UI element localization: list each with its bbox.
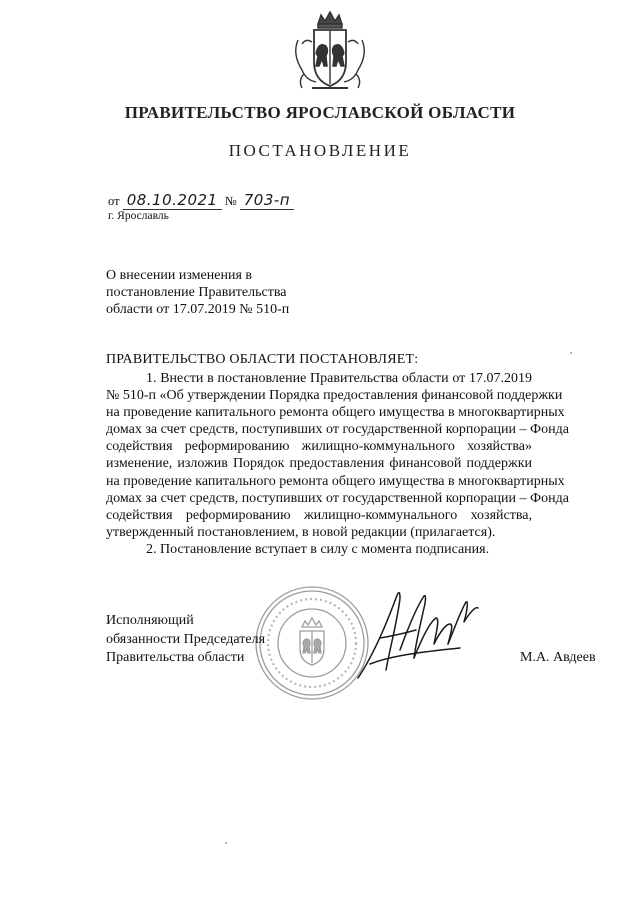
coat-of-arms-icon [288,10,372,96]
document-date-number [108,191,294,209]
government-title: ПРАВИТЕЛЬСТВО ЯРОСЛАВСКОЙ ОБЛАСТИ [124,103,516,122]
subject-line: О внесении изменения в [106,268,252,283]
body-line: содействия реформированию жилищно-коммунального хозяйства» [106,439,532,455]
body-line: утвержденный постановлением, в новой редакции (прилагается). [106,524,496,540]
subject-line: постановление Правительства [106,285,287,300]
subject-line: области от 17.07.2019 № 510-п [106,302,290,317]
body-line: на проведение капитального ремонта общего имущества в многоквартирных [106,473,565,489]
body-line: 1. Внести в постановление Правительства области от 17.07.2019 [146,371,532,386]
signer-line: Исполняющий [106,613,194,628]
signer-title [106,612,265,668]
body-line: 2. Постановление вступает в силу с момента подписания. [146,541,490,557]
document-number: 703-п [240,191,294,210]
city: г. Ярославль [108,210,169,222]
date-prefix: от [108,194,120,208]
scan-speck [225,842,227,844]
document-body [106,370,569,558]
body-line: содействия реформированию жилищно-коммунального хозяйства, [106,507,532,523]
decree-heading: ПРАВИТЕЛЬСТВО ОБЛАСТИ ПОСТАНОВЛЯЕТ: [106,352,419,367]
signer-line: обязанности Председателя [106,631,266,647]
body-line: домах за счет средств, поступивших от государственной корпорации – Фонда [106,422,569,438]
signer-name: М.А. Авдеев [520,650,596,665]
signer-line: Правительства области [106,650,245,665]
document-type: ПОСТАНОВЛЕНИЕ [228,141,412,160]
body-line: № 510-п «Об утверждении Порядка предоставления финансовой поддержки [106,388,563,404]
body-line: изменение, изложив Порядок предоставления финансовой поддержки [106,456,532,472]
body-line: домах за счет средств, поступивших от государственной корпорации – Фонда [106,490,569,506]
document-date: 08.10.2021 [123,191,222,210]
handwritten-signature-icon [340,578,500,688]
document-subject [106,267,346,318]
number-prefix: № [224,194,237,208]
scan-speck [570,352,572,354]
body-line: на проведение капитального ремонта общего имущества в многоквартирных [106,405,565,421]
